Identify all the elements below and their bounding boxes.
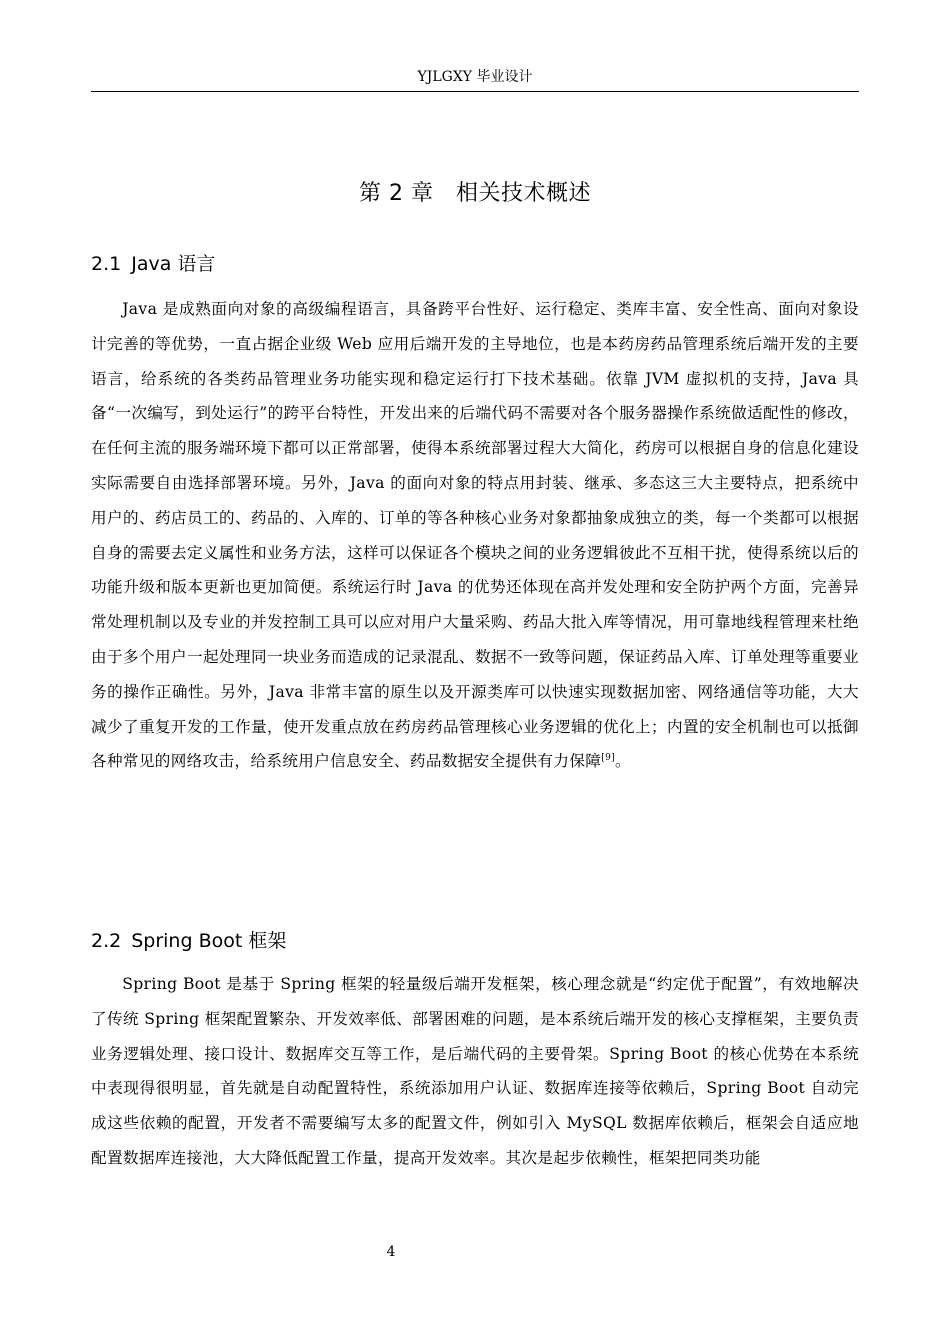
section-heading-2-1 — [91, 250, 215, 278]
section-number: 2.2 — [91, 930, 122, 952]
header-text: YJLGXY 毕业设计 — [417, 69, 533, 85]
section-2-2-paragraph — [91, 967, 859, 1176]
paragraph-text: Spring Boot 是基于 Spring 框架的轻量级后端开发框架，核心理念就是“约定优于配置”，有效地解决了传统 Spring 框架配置繁杂、开发效率低、部署困难的问题，是本系统后端开发的核心支撑框架，主要负责业务逻辑处理、接口设计、数据库交互等工作，是后端代码的主要骨架。Spring Boot 的核心优势在本系统中表现得很明显，首先就是自动配置特性，系统添加用户认证、数据库连接等依赖后，Spring Boot 自动完成这些依赖的配置，开发者不需要编写太多的配置文件，例如引入 MySQL 数据库依赖后，框架会自适应地配置数据库连接池，大大降低配置工作量，提高开发效率。其次是起步依赖性，框架把同类功能 — [91, 975, 859, 1167]
section-heading-2-2 — [91, 927, 286, 955]
section-title: Java 语言 — [131, 253, 216, 275]
chapter-title: 第 2 章 相关技术概述 — [359, 181, 591, 206]
section-number: 2.1 — [91, 253, 122, 275]
page-number: 4 — [386, 1244, 396, 1260]
paragraph-end: 。 — [615, 752, 631, 771]
paragraph-text: Java 是成熟面向对象的高级编程语言，具备跨平台性好、运行稳定、类库丰富、安全性高、面向对象设计完善的等优势，一直占据企业级 Web 应用后端开发的主导地位，也是本药房药品管理系统后端开发的主要语言，给系统的各类药品管理业务功能实现和稳定运行打下技术基础。依靠 JVM 虚拟机的支持，Java 具备“一次编写，到处运行”的跨平台特性，开发出来的后端代码不需要对各个服务器操作系统做适配性的修改，在任何主流的服务端环境下都可以正常部署，使得本系统部署过程大大简化，药房可以根据自身的信息化建设实际需要自由选择部署环境。另外，Java 的面向对象的特点用封装、继承、多态这三大主要特点，把系统中用户的、药店员工的、药品的、入库的、订单的等各种核心业务对象都抽象成独立的类，每一个类都可以根据自身的需要去定义属性和业务方法，这样可以保证各个模块之间的业务逻辑彼此不互相干扰，使得系统以后的功能升级和版本更新也更加简便。系统运行时 Java 的优势还体现在高并发处理和安全防护两个方面，完善异常处理机制以及专业的并发控制工具可以应对用户大量采购、药品大批入库等情况，用可靠地线程管理来杜绝由于多个用户一起处理同一块业务而造成的记录混乱、数据不一致等问题，保证药品入库、订单处理等重要业务的操作正确性。另外，Java 非常丰富的原生以及开源类库可以快速实现数据加密、网络通信等功能，大大减少了重复开发的工作量，使开发重点放在药房药品管理核心业务逻辑的优化上；内置的安全机制也可以抵御各种常见的网络攻击，给系统用户信息安全、药品数据安全提供有力保障 — [91, 300, 859, 771]
section-2-1-paragraph — [91, 292, 859, 779]
section-title: Spring Boot 框架 — [131, 930, 287, 952]
citation-ref: [9] — [601, 753, 616, 764]
page-header — [91, 66, 859, 92]
